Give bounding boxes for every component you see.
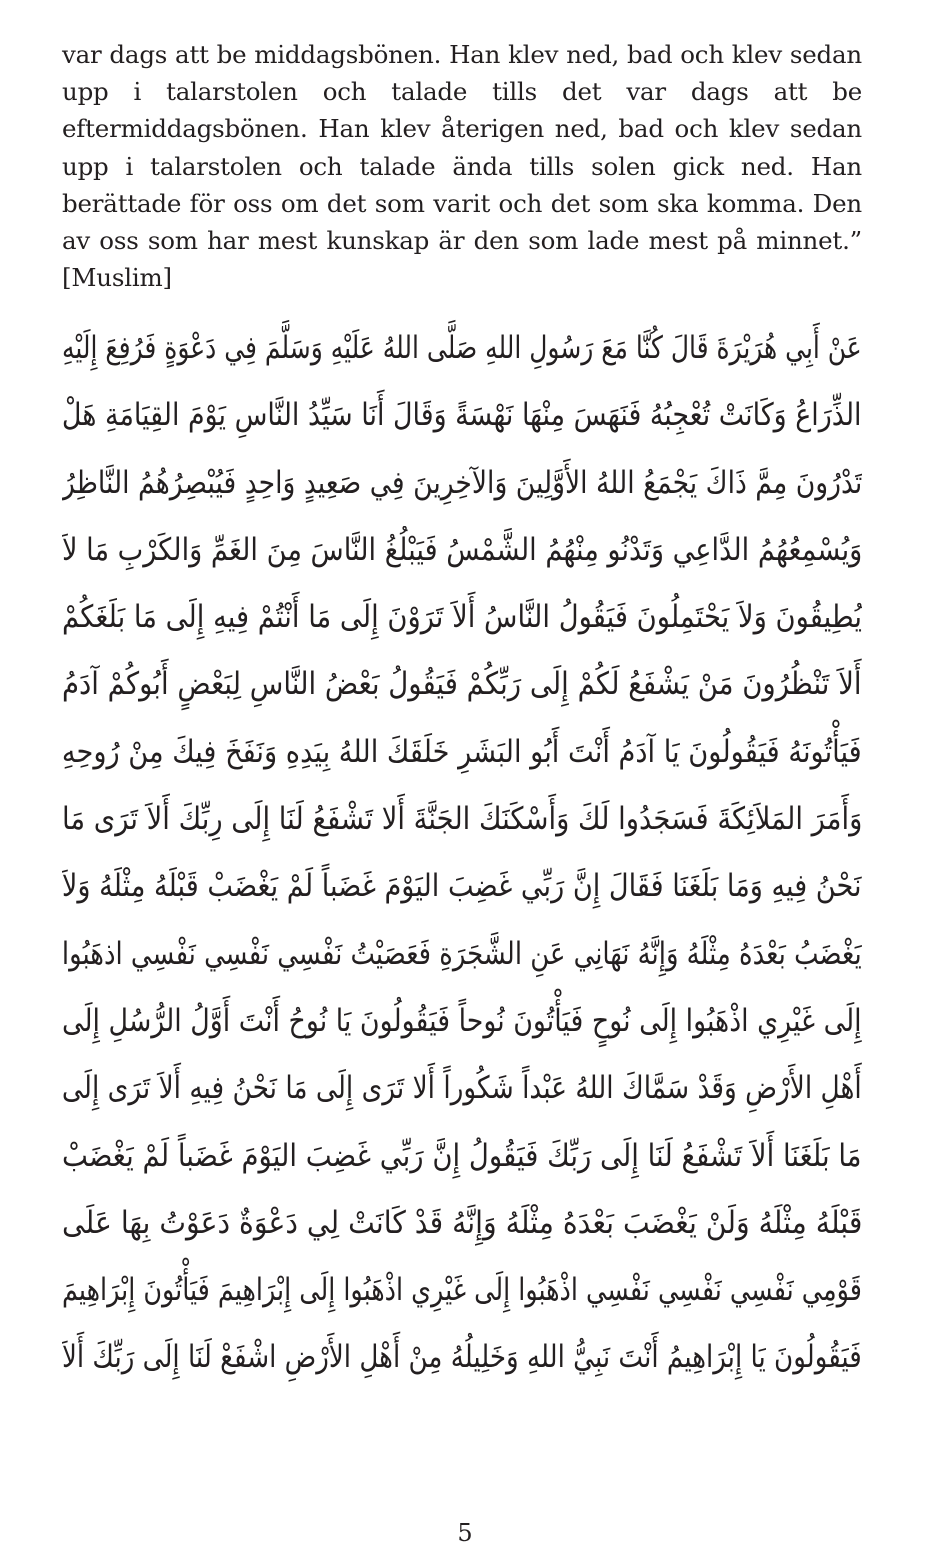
arabic-line: تَدْرُونَ مِمَّ ذَاكَ يَجْمَعُ اللهُ الأَوَّلِينَ وَالآخِرِينَ فِي صَعِيدٍ وَاحِدٍ فَيُبْصِرُهُمُ النَّاظِرُ xyxy=(62,464,862,501)
arabic-line: نَحْنُ فِيهِ وَمَا بَلَغَنَا فَقَالَ إِنَّ رَبِّي غَضِبَ اليَوْمَ غَضَباً لَمْ يَغْضَبْ قَبْلَهُ مِثْلَهُ وَلاَ xyxy=(62,868,862,905)
arabic-line: يُطِيقُونَ وَلاَ يَحْتَمِلُونَ فَيَقُولُ النَّاسُ أَلاَ تَرَوْنَ إِلَى مَا أَنْتُمْ فِيهِ إِلَى مَا بَلَغَكُمْ xyxy=(62,599,862,636)
arabic-line: وَأَمَرَ المَلاَئِكَةَ فَسَجَدُوا لَكَ وَأَسْكَنَكَ الجَنَّةَ أَلا تَشْفَعُ لَنَا إِلَى رِبِّكَ أَلاَ تَرَى مَا xyxy=(62,801,862,838)
arabic-line: أَلاَ تَنْظُرُونَ مَنْ يَشْفَعُ لَكُمْ إِلَى رَبِّكُمْ فَيَقُولُ بَعْضُ النَّاسِ لِبَعْضٍ أَبُوكُمْ آدَمُ xyxy=(62,666,862,703)
arabic-line: يَغْضَبُ بَعْدَهُ مِثْلَهُ وَإِنَّهُ نَهَانِي عَنِ الشَّجَرَةِ فَعَصَيْتُ نَفْسِي نَفْسِي نَفْسِي اذهَبُوا xyxy=(62,935,862,972)
arabic-line: فَيَقُولُونَ يَا إِبْرَاهِيمُ أَنْتَ نَبِيُّ اللهِ وَخَلِيلُهُ مِنْ أَهْلِ الأَرْضِ اشْفَعْ لَنَا إِلَى رَبِّكَ أَلاَ xyxy=(62,1339,862,1376)
arabic-line: وَيُسْمِعُهُمُ الدَّاعِي وَتَدْنُو مِنْهُمُ الشَّمْسُ فَيَبْلُغُ النَّاسَ مِنَ الغَمِّ وَالكَرْبِ مَا لاَ xyxy=(62,531,862,568)
page-number: 5 xyxy=(457,1519,473,1547)
arabic-line: مَا بَلَغَنَا أَلاَ تَشْفَعُ لَنَا إِلَى رَبِّكَ فَيَقُولُ إِنَّ رَبِّي غَضِبَ اليَوْمَ غَضَباً لَمْ يَغْضَبْ xyxy=(62,1137,862,1174)
swedish-paragraph: var dags att be middagsbönen. Han klev ned, bad och klev sedan upp i talarstolen och talade tills det var dags att be eftermiddagsbönen. Han klev återigen ned, bad och klev sedan upp i talarstolen och talade ända tills solen gick ned. Han berättade för oss om det som varit och det som ska komma. Den av oss som har mest kunskap är den som lade mest på minnet.” [Muslim] xyxy=(62,40,862,293)
arabic-line: أَهْلِ الأَرْضِ وَقَدْ سَمَّاكَ اللهُ عَبْداً شَكُوراً أَلا تَرَى إِلَى مَا نَحْنُ فِيهِ أَلاَ تَرَى إِلَى xyxy=(62,1070,862,1107)
arabic-line: قَبْلَهُ مِثْلَهُ وَلَنْ يَغْضَبَ بَعْدَهُ مِثْلَهُ وَإِنَّهُ قَدْ كَانَتْ لِي دَعْوَةٌ دَعَوْتُ بِهَا عَلَى xyxy=(62,1204,862,1241)
arabic-line: قَوْمِي نَفْسِي نَفْسِي نَفْسِي اذْهَبُوا إِلَى غَيْرِي اذْهَبُوا إِلَى إِبْرَاهِيمَ فَيَأْتُونَ إِبْرَاهِيمَ xyxy=(62,1272,862,1309)
arabic-line: فَيَأْتُونَهُ فَيَقُولُونَ يَا آدَمُ أَنْتَ أَبُو البَشَرِ خَلَقَكَ اللهُ بِيَدِهِ وَنَفَخَ فِيكَ مِنْ رُوحِهِ xyxy=(62,733,862,770)
arabic-line: إِلَى غَيْرِي اذْهَبُوا إِلَى نُوحٍ فَيَأْتُونَ نُوحاً فَيَقُولُونَ يَا نُوحُ أَنْتَ أَوَّلُ الرُّسُلِ إِلَى xyxy=(62,1002,862,1039)
arabic-hadith-text xyxy=(62,315,862,1392)
arabic-line: عَنْ أَبِي هُرَيْرَةَ قَالَ كُنَّا مَعَ رَسُولِ اللهِ صَلَّى اللهُ عَلَيْهِ وَسَلَّمَ فِي دَعْوَةٍ فَرُفِعَ إِلَيْهِ xyxy=(62,330,862,366)
arabic-line: الذِّرَاعُ وَكَانَتْ تُعْجِبُهُ فَنَهَسَ مِنْهَا نَهْسَةً وَقَالَ أَنَا سَيِّدُ النَّاسِ يَوْمَ القِيَامَةِ هَلْ xyxy=(62,397,862,434)
